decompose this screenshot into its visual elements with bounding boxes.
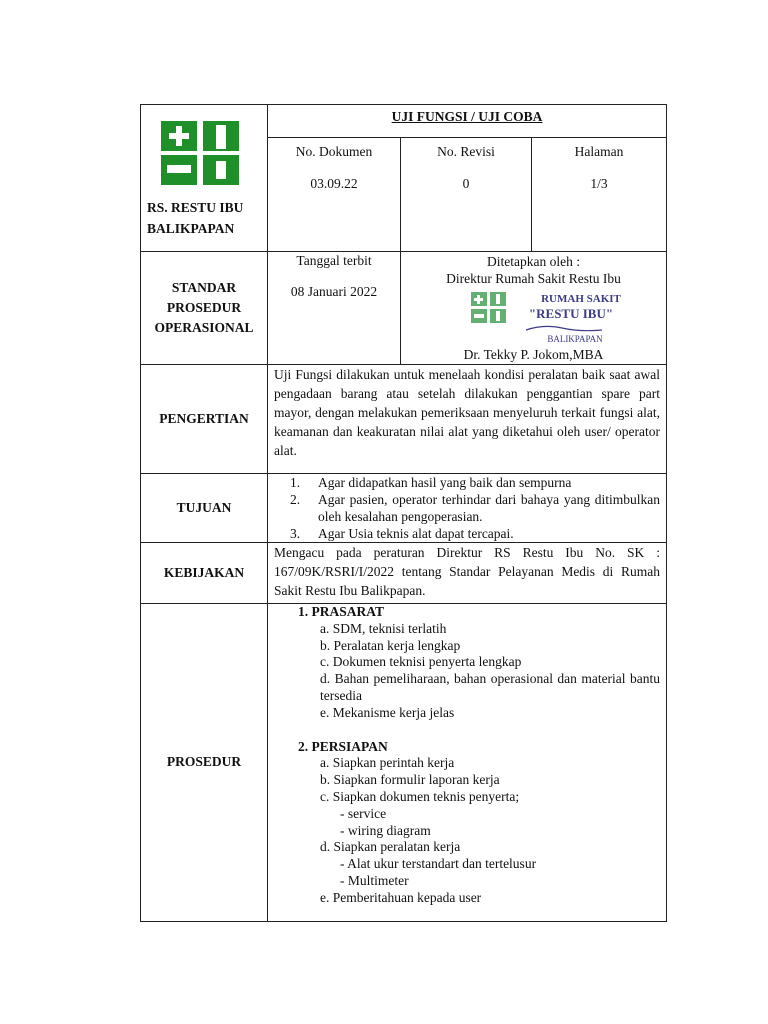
tujuan-cell	[268, 474, 667, 543]
signature-mark	[526, 326, 602, 330]
no-dokumen-cell	[268, 138, 401, 252]
list-item: a. Siapkan perintah kerja	[320, 755, 455, 771]
list-item: - Alat ukur terstandart dan tertelusur	[340, 856, 537, 872]
hospital-name-line2: BALIKPAPAN	[147, 221, 235, 236]
sop-label-line2: PROSEDUR	[166, 300, 242, 315]
pengertian-label: PENGERTIAN	[141, 365, 268, 474]
hospital-logo-cell	[141, 105, 268, 252]
no-revisi-cell	[401, 138, 532, 252]
list-item: c. Siapkan dokumen teknis penyerta;	[320, 788, 520, 804]
sop-table	[140, 104, 667, 922]
stamp-line3: BALIKPAPAN	[547, 334, 603, 344]
direktur-title: Direktur Rumah Sakit Restu Ibu	[446, 271, 621, 286]
tujuan-label: TUJUAN	[141, 474, 268, 543]
stamp-line2: "RESTU IBU"	[528, 306, 614, 321]
hospital-name-line1: RS. RESTU IBU	[147, 200, 244, 215]
prosedur-label: PROSEDUR	[141, 604, 268, 922]
no-dokumen-value: 03.09.22	[310, 176, 358, 191]
prosedur-cell	[268, 604, 667, 922]
stamp-line1: RUMAH SAKIT	[541, 293, 621, 305]
kebijakan-text: Mengacu pada peraturan Direktur RS Restu Ibu No. SK : 167/09K/RSRI/I/2022 tentang Standar Pelayanan Medis di Rumah Sakit Restu Ibu Balikpapan.	[268, 543, 667, 604]
halaman-label: Halaman	[574, 144, 624, 159]
kebijakan-label: KEBIJAKAN	[141, 543, 268, 604]
list-item: e. Pemberitahuan kepada user	[320, 889, 482, 905]
halaman-cell	[532, 138, 667, 252]
ditetapkan-cell	[401, 252, 667, 365]
persiapan-heading: 2. PERSIAPAN	[298, 738, 388, 754]
list-item: a. SDM, teknisi terlatih	[320, 620, 447, 636]
sop-document	[140, 104, 666, 922]
list-item: - Multimeter	[340, 872, 409, 888]
list-item: c. Dokumen teknisi penyerta lengkap	[320, 654, 522, 670]
tanggal-terbit-value: 08 Januari 2022	[290, 284, 378, 299]
official-stamp-icon	[471, 290, 631, 348]
list-item: 1. Agar didapatkan hasil yang baik dan sempurna	[290, 475, 572, 490]
signatory-name: Dr. Tekky P. Jokom,MBA	[463, 347, 604, 362]
list-item: b. Peralatan kerja lengkap	[320, 637, 461, 653]
tanggal-terbit-cell	[268, 252, 401, 365]
halaman-value: 1/3	[590, 176, 608, 191]
tanggal-terbit-label: Tanggal terbit	[296, 253, 372, 268]
list-item: e. Mekanisme kerja jelas	[320, 704, 455, 720]
tujuan-list	[268, 474, 666, 542]
no-revisi-value: 0	[462, 176, 470, 191]
no-dokumen-label: No. Dokumen	[295, 144, 373, 159]
prasarat-heading: 1. PRASARAT	[298, 604, 385, 619]
hospital-name	[147, 197, 243, 239]
list-item: d. Bahan pemeliharaan, bahan operasional dan material bantu tersedia	[320, 671, 660, 703]
no-revisi-label: No. Revisi	[437, 144, 495, 159]
list-item: 2. Agar pasien, operator terhindar dari bahaya yang ditimbulkan oleh kesalahan pengoperasian.	[290, 492, 660, 524]
sop-label-line1: STANDAR	[171, 280, 237, 295]
list-item: - service	[340, 805, 387, 821]
sop-label-line3: OPERASIONAL	[154, 320, 254, 335]
list-item: d. Siapkan peralatan kerja	[320, 839, 461, 855]
hospital-logo-icon	[161, 121, 239, 185]
ditetapkan-label: Ditetapkan oleh :	[487, 254, 580, 269]
list-item: b. Siapkan formulir laporan kerja	[320, 772, 500, 788]
list-item: 3. Agar Usia teknis alat dapat tercapai.	[290, 526, 514, 541]
list-item: - wiring diagram	[340, 822, 431, 838]
document-title: UJI FUNGSI / UJI COBA	[268, 105, 667, 138]
pengertian-text: Uji Fungsi dilakukan untuk menelaah kondisi peralatan baik saat awal pengadaan barang atau setelah dilakukan penggantian spare part mayor, dengan melakukan pemeriksaan menyeluruh terkait fungsi alat, keamanan dan keakuratan nilai alat yang diketahui oleh user/ operator alat.	[268, 365, 667, 474]
sop-label-cell	[141, 252, 268, 365]
